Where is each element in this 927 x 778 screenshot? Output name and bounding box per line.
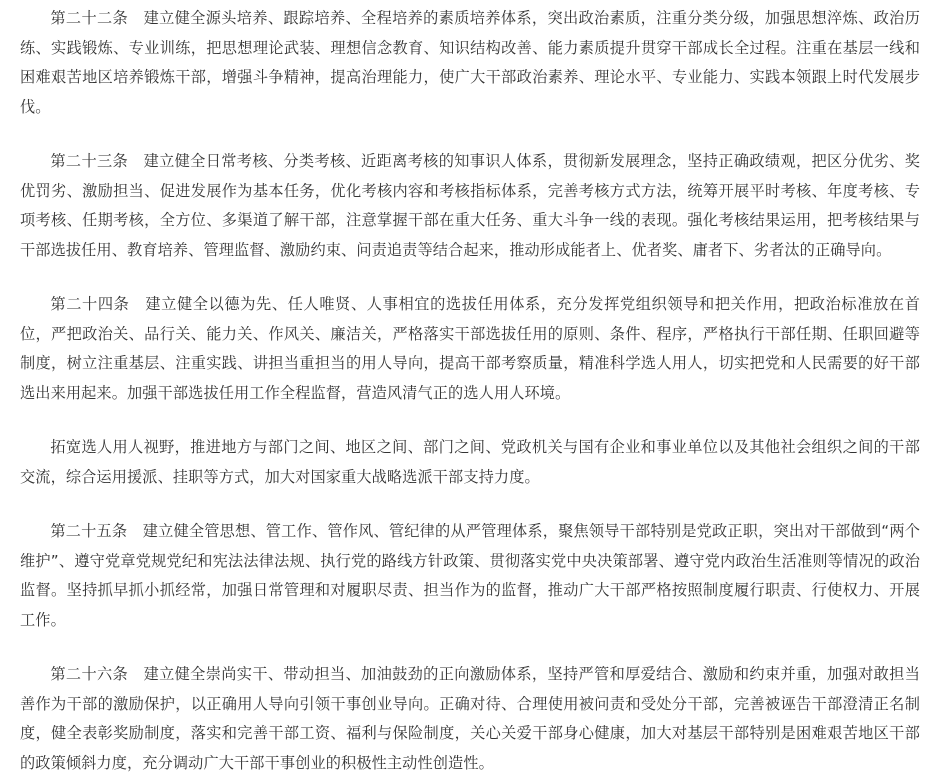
paragraph-article-24-supplement: 拓宽选人用人视野，推进地方与部门之间、地区之间、部门之间、党政机关与国有企业和事业单位以及其他社会组织之间的干部交流，综合运用援派、挂职等方式，加大对国家重大战略选派干部支持力度。 xyxy=(20,438,920,486)
paragraph-article-25: 第二十五条 建立健全管思想、管工作、管作风、管纪律的从严管理体系，聚焦领导干部特别是党政正职，突出对干部做到“两个维护”、遵守党章党规党纪和宪法法律法规、执行党的路线方针政策、贯彻落实党中央决策部署、遵守党内政治生活准则等情况的政治监督。坚持抓早抓小抓经常，加强日常管理和对履职尽责、担当作为的监督，推动广大干部严格按照制度履行职责、行使权力、开展工作。 xyxy=(20,522,920,629)
paragraph-article-24: 第二十四条 建立健全以德为先、任人唯贤、人事相宜的选拔任用体系，充分发挥党组织领导和把关作用，把政治标准放在首位，严把政治关、品行关、能力关、作风关、廉洁关，严格落实干部选拔任用的原则、条件、程序，严格执行干部任期、任职回避等制度，树立注重基层、注重实践、讲担当重担当的用人导向，提高干部考察质量，精准科学选人用人，切实把党和人民需要的好干部选出来用起来。加强干部选拔任用工作全程监督，营造风清气正的选人用人环境。 xyxy=(20,295,920,402)
paragraph-article-26: 第二十六条 建立健全崇尚实干、带动担当、加油鼓劲的正向激励体系，坚持严管和厚爱结合、激励和约束并重，加强对敢担当善作为干部的激励保护，以正确用人导向引领干事创业导向。正确对待、合理使用被问责和受处分干部，完善被诬告干部澄清正名制度，健全表彰奖励制度，落实和完善干部工资、福利与保险制度，关心关爱干部身心健康，加大对基层干部特别是困难艰苦地区干部的政策倾斜力度，充分调动广大干部干事创业的积极性主动性创造性。 xyxy=(20,665,920,772)
paragraph-article-23: 第二十三条 建立健全日常考核、分类考核、近距离考核的知事识人体系，贯彻新发展理念，坚持正确政绩观，把区分优劣、奖优罚劣、激励担当、促进发展作为基本任务，优化考核内容和考核指标体系，完善考核方式方法，统筹开展平时考核、年度考核、专项考核、任期考核，全方位、多渠道了解干部，注意掌握干部在重大任务、重大斗争一线的表现。强化考核结果运用，把考核结果与干部选拔任用、教育培养、管理监督、激励约束、问责追责等结合起来，推动形成能者上、优者奖、庸者下、劣者汰的正确导向。 xyxy=(20,152,920,259)
paragraph-article-22: 第二十二条 建立健全源头培养、跟踪培养、全程培养的素质培养体系，突出政治素质，注重分类分级，加强思想淬炼、政治历练、实践锻炼、专业训练，把思想理论武装、理想信念教育、知识结构改善、能力素质提升贯穿干部成长全过程。注重在基层一线和困难艰苦地区培养锻炼干部，增强斗争精神，提高治理能力，使广大干部政治素养、理论水平、专业能力、实践本领跟上时代发展步伐。 xyxy=(20,9,920,116)
